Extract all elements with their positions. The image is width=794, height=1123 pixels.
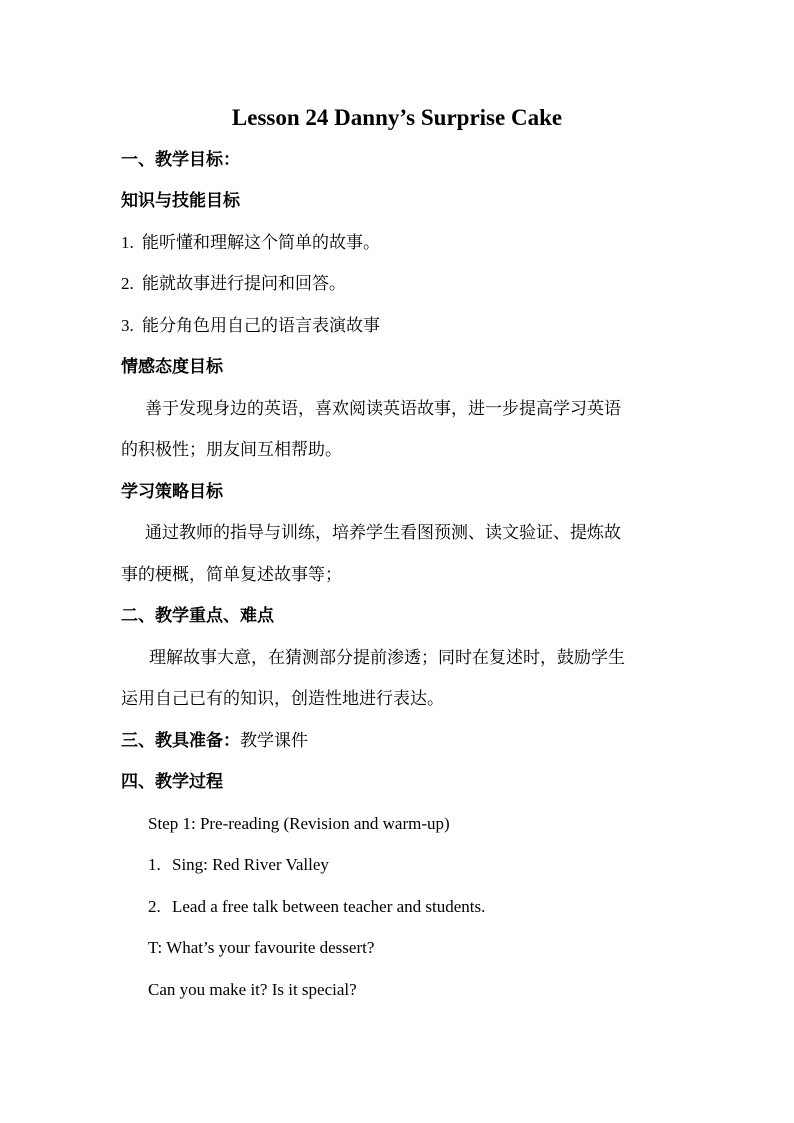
list-text: Sing: Red River Valley	[172, 855, 329, 874]
strategy-paragraph-line-2: 事的梗概，简单复述故事等；	[121, 565, 342, 584]
subheading-knowledge-skills: 知识与技能目标	[121, 191, 240, 210]
step-1-item-1	[148, 853, 329, 877]
key-points-paragraph-line-2: 运用自己已有的知识，创造性地进行表达。	[121, 689, 444, 708]
knowledge-item-3	[121, 314, 380, 338]
list-number: 1.	[121, 233, 134, 252]
list-text: 能就故事进行提问和回答。	[142, 274, 346, 293]
teaching-aids-line	[121, 729, 308, 753]
list-number: 2.	[148, 897, 161, 916]
section-heading-teaching-aids: 三、教具准备：	[121, 731, 240, 750]
list-text: 能听懂和理解这个简单的故事。	[142, 233, 380, 252]
knowledge-item-2	[121, 272, 346, 296]
step-1-item-2	[148, 895, 485, 919]
list-text: 能分角色用自己的语言表演故事	[142, 316, 380, 335]
list-number: 2.	[121, 274, 134, 293]
list-text: Lead a free talk between teacher and students.	[172, 897, 486, 916]
attitude-paragraph-line-2: 的积极性；朋友间互相帮助。	[121, 440, 342, 459]
dialogue-line-2: Can you make it? Is it special?	[148, 980, 357, 999]
section-heading-process: 四、教学过程	[121, 772, 223, 791]
list-number: 3.	[121, 316, 134, 335]
subheading-strategy: 学习策略目标	[121, 482, 223, 501]
key-points-paragraph-line-1: 理解故事大意，在猜测部分提前渗透；同时在复述时，鼓励学生	[149, 648, 625, 667]
strategy-paragraph-line-1: 通过教师的指导与训练，培养学生看图预测、读文验证、提炼故	[145, 523, 621, 542]
document-title: Lesson 24 Danny’s Surprise Cake	[231, 105, 563, 130]
knowledge-item-1	[121, 231, 380, 255]
subheading-attitude: 情感态度目标	[121, 357, 223, 376]
attitude-paragraph-line-1: 善于发现身边的英语，喜欢阅读英语故事，进一步提高学习英语	[145, 399, 621, 418]
step-1-heading: Step 1: Pre-reading (Revision and warm-up)	[148, 814, 450, 833]
list-number: 1.	[148, 855, 161, 874]
dialogue-line-1: T: What’s your favourite dessert?	[148, 938, 375, 957]
teaching-aids-value: 教学课件	[240, 731, 308, 750]
section-heading-objectives: 一、教学目标：	[121, 150, 240, 169]
section-heading-key-points: 二、教学重点、难点	[121, 606, 274, 625]
